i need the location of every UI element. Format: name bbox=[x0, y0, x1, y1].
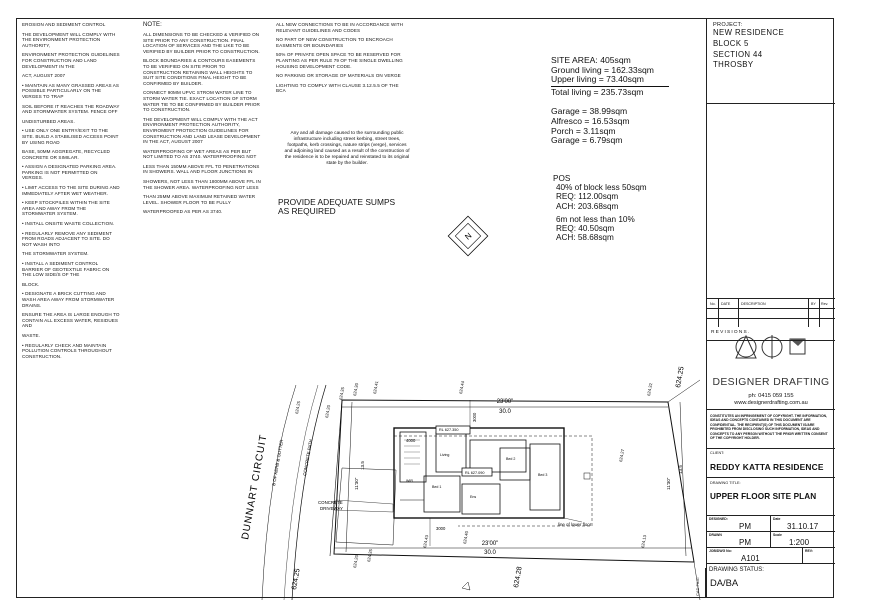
erosion-para: ACT, AUGUST 2007 bbox=[22, 73, 66, 79]
note-para: ALL DIMENSIONS TO BE CHECKED & VERIFIED ON SITE PRIOR TO ANY CONSTRUCTION. FINAL LOCATION OF SERVICES AND THE LIKE TO BE VERIFIED BY BUILDER PRIOR TO CONSTRUCTION. bbox=[143, 32, 260, 54]
note-para: CONNECT 90MM UPVC STROM WATER LINE TO STORM WATER TIE. EXACT LOCATION OF STORM WATER TIE TO BE CONFIRMED BY BUILDER PRIOR TO CONSTRUCTION. bbox=[143, 90, 260, 113]
client-name: REDDY KATTA RESIDENCE bbox=[710, 462, 824, 472]
client-label: CLIENT: bbox=[710, 451, 725, 455]
copyright-note: CONSTITUTES AN INFRINGEMENT OF COPYRIGHT. THE INFORMATION, IDEAS AND CONCEPTS CONTAINED IN THIS DOCUMENT ARE CONFIDENTIAL. THE RECIPIENT(S) OF THIS DOCUMENT IS/ARE PROHIBITED FROM DISCLOSING SUCH INFORMATION, IDEAS AND CONCEPTS TO ANY PERSON WITHOUT THE PRIOR WRITTEN CONSENT OF THE COPYRIGHT HOLDER. bbox=[710, 414, 828, 441]
setback-dimension: 4000 bbox=[406, 438, 416, 443]
title-block bbox=[706, 18, 834, 598]
date-cell bbox=[771, 516, 835, 532]
company-panel bbox=[707, 340, 835, 410]
drawing-title: UPPER FLOOR SITE PLAN bbox=[710, 492, 817, 501]
company-website: www.designerdrafting.com.au bbox=[734, 400, 808, 406]
erosion-para: • KEEP STOCKPILES WITHIN THE SITE AREA AND AWAY FROM THE STORMWATER SYSTEM. bbox=[22, 200, 110, 217]
erosion-para: ENSURE THE AREA IS LARGE ENOUGH TO CONTAIN ALL EXCESS WATER, RESIDUES AND bbox=[22, 312, 120, 329]
project-panel bbox=[707, 18, 835, 104]
project-line: SECTION 44 bbox=[713, 49, 763, 59]
sumps-line: AS REQUIRED bbox=[278, 206, 336, 217]
room-label: Bed 1 bbox=[432, 485, 442, 489]
spot-level: 624.41 bbox=[372, 380, 380, 395]
erosion-para: • REGULARLY REMOVE ANY SEDIMENT FROM ROADS ADJACENT TO SITE. DO NOT WASH INTO bbox=[22, 230, 112, 247]
rev-cell bbox=[803, 548, 835, 564]
top-dimension: 23'00" bbox=[496, 399, 514, 405]
street-name: DUNNART CIRCUIT bbox=[240, 433, 270, 541]
note-para: SHOWERS, NOT LESS THAN 1800MM ABOVE FFL IN THE SHOWER AREA. WATERPROOFING NOT LESS bbox=[143, 179, 261, 190]
right-dimension: 11'30" bbox=[666, 477, 671, 490]
erosion-para: • MAINTAIN AS MANY GRASSED AREAS AS POSSIBLE PARTICULARLY ON THE VERGES TO TRAP bbox=[22, 82, 120, 99]
erosion-para: BLOCK. bbox=[22, 281, 40, 287]
erosion-para: ENVIRONMENT PROTECTION GUIDELINES FOR CONSTRUCTION AND LAND DEVELOPMENT IN THE bbox=[22, 52, 120, 69]
spot-level: 624.25 bbox=[294, 400, 302, 415]
sumps-line: PROVIDE ADEQUATE SUMPS bbox=[278, 197, 396, 207]
ground-living: Ground living = 162.33sqm bbox=[551, 64, 654, 75]
connection-para: NO PARKING OR STORAGE OF MATERIALS ON VERGE bbox=[276, 73, 401, 79]
pos-line: 40% of block less 50sqm bbox=[556, 183, 647, 193]
room-label: Bed 2 bbox=[506, 457, 516, 461]
erosion-para: • LIMIT ACCESS TO THE SITE DURING AND IMMEDIATELY AFTER WET WEATHER. bbox=[22, 185, 120, 196]
project-line: BLOCK 5 bbox=[713, 38, 749, 48]
erosion-para: • DESIGNATE A BRICK CUTTING AND WASH AREA AWAY FROM STORMWATER DRAINS. bbox=[22, 291, 115, 308]
spot-level: 624.30 bbox=[352, 382, 360, 397]
lower-floor-label: line of lower floor bbox=[558, 522, 592, 527]
svg-text:N: N bbox=[463, 231, 474, 242]
drawn-label: DRAWN bbox=[709, 533, 722, 537]
note-para: WATERPROOFING OF WET AREAS AS PER BUT NOT LIMITED TO AS 3740. WATERPROOFING NOT bbox=[143, 148, 257, 160]
erosion-para: THE STORMWATER SYSTEM. bbox=[22, 251, 89, 257]
pos-line: ACH: 58.68sqm bbox=[556, 233, 614, 243]
project-line: NEW RESIDENCE bbox=[713, 28, 785, 37]
rev-label: REV: bbox=[805, 549, 813, 553]
job-label: JOB/DWG No: bbox=[709, 549, 732, 553]
garage-area: Garage = 38.99sqm bbox=[551, 106, 628, 117]
damage-note: Any and all damage caused to the surrounding public infrastructure including street kerbing, street trees, footpaths, kerb crossings, nature strips (verge), services and adjoining land caused as a result of the construction of the residence is to be repaired and reinstated to its original state by the builder. bbox=[284, 131, 410, 166]
spot-level: 624.27 bbox=[618, 448, 626, 463]
date-label: Date bbox=[773, 517, 781, 521]
rl-label: RL 627.350 bbox=[439, 428, 459, 432]
erosion-para: BASE, 50MM AGGREGATE, RECYCLED CONCRETE OR SIMILAR. bbox=[22, 149, 110, 160]
rev-col-no: No. bbox=[710, 302, 716, 306]
company-name: DESIGNER DRAFTING bbox=[712, 377, 830, 388]
room-label: Living bbox=[440, 453, 450, 457]
spot-level: 624.32 bbox=[646, 382, 654, 397]
pos-line: ACH: 203.68sqm bbox=[556, 201, 619, 211]
driveway-label: CONCRETE bbox=[318, 500, 343, 505]
spot-level: 624.35 bbox=[366, 548, 374, 563]
pos-line: REQ: 112.00sqm bbox=[556, 192, 619, 202]
status-cell bbox=[707, 564, 835, 598]
concrete-driveway bbox=[336, 468, 396, 545]
rl-label: RL 627.090 bbox=[465, 471, 485, 475]
garage-area-2: Garage = 6.79sqm bbox=[551, 135, 623, 146]
connection-para: NO PART OF NEW CONSTRUCTION TO ENCROACH EASMENTS OR BOUNDARIES bbox=[276, 37, 393, 48]
designed-value: PM bbox=[739, 522, 751, 531]
rev-col-date: DATE bbox=[721, 302, 731, 306]
drawn-cell bbox=[707, 532, 771, 548]
erosion-para: • USE ONLY ONE ENTRY/EXIT TO THE SITE. BUILD A STABILISED ACCESS POINT BY USING ROAD bbox=[22, 128, 119, 145]
drawing-info-grid bbox=[707, 516, 835, 598]
connection-para: LIGHTING TO COMPLY WITH CLAUSE 3.12.5.5 OF THE BCA bbox=[276, 82, 399, 94]
spot-level: 624.20 bbox=[352, 554, 360, 569]
pos-line: 6m not less than 10% bbox=[556, 214, 635, 224]
note-para: LESS THAN 150MM ABOVE FFL TO PENETRATIONS IN SHOWERS. WALL AND FLOOR JUNCTIONS IN bbox=[143, 163, 260, 175]
left-dimension-metric: 13.5 bbox=[360, 461, 365, 470]
erosion-para: • REGULARLY CHECK AND MAINTAIN POLLUTION CONTROLS THROUGHOUT CONSTRUCTION. bbox=[22, 342, 112, 359]
room-label: Bed 3 bbox=[538, 473, 548, 477]
job-cell bbox=[707, 548, 803, 564]
driveway-label: DRIVEWAY bbox=[320, 506, 343, 511]
erosion-para: WASTE. bbox=[22, 332, 41, 338]
room-label: WIR bbox=[406, 479, 413, 483]
erosion-para: • INSTALL ONSITE WASTE COLLECTION. bbox=[22, 221, 115, 227]
project-label: PROJECT: bbox=[713, 22, 743, 28]
pos-line: REQ: 40.50sqm bbox=[556, 224, 615, 234]
revision-table bbox=[707, 298, 835, 326]
drawn-value: PM bbox=[739, 538, 751, 547]
note-para: WATERPROOFED AS PER AS 3740. bbox=[143, 209, 223, 215]
room-label: Ens bbox=[470, 495, 477, 499]
path-label: CONCRETE PATH bbox=[302, 438, 314, 477]
designed-label: DESIGNED: bbox=[709, 517, 728, 521]
spot-level: 624.28 bbox=[513, 566, 524, 589]
total-living: Total living = 235.73sqm bbox=[551, 86, 644, 97]
revision-header-row bbox=[707, 299, 835, 309]
note-para: THE DEVELOPMENT WILL COMPLY WITH THE ACT ENVIRONMENT PROTECTION AUTHORITY, ENVIROMENT PROTECTION GUIDELINES FOR CONSTRUCTION AND LAND LEASE DEVELOPMENT IN THE ACT, AUGUST 2007 bbox=[143, 116, 261, 145]
erosion-para: • ASSIGN A DESIGNATED PARKING AREA. PARKING IS NOT PERMITTED ON VERGES. bbox=[22, 164, 117, 181]
erosion-para: THE DEVELOPMENT WILL COMPLY WITH THE ENVIRONMENT PROTECTION AUTHORITY, bbox=[22, 31, 116, 48]
site-area: SITE AREA: 405sqm bbox=[551, 55, 631, 65]
scale-value: 1:200 bbox=[789, 538, 810, 547]
spot-level: 624.13 bbox=[640, 534, 648, 549]
rev-col-rev: Rev. bbox=[821, 302, 829, 306]
erosion-heading: EROSION AND SEDIMENT CONTROL bbox=[22, 22, 106, 27]
spot-level: 624.43 bbox=[422, 534, 430, 549]
erosion-para: SOIL BEFORE IT REACHES THE ROADWAY AND STORMWATER SYSTEM. FENCE OFF bbox=[22, 103, 120, 115]
note-para: THAN 25MM ABOVE MAXIMUM RETAINED WATER LEVEL. SHOWER FLOOR TO BE FULLY bbox=[143, 194, 256, 205]
right-dimension-metric: 13.5 bbox=[678, 465, 683, 474]
erosion-para: UNDISTURBED AREAS. bbox=[22, 118, 75, 124]
rev-col-description: DESCRIPTION bbox=[741, 302, 766, 306]
client-panel bbox=[707, 448, 835, 478]
scale-label: Scale bbox=[773, 533, 782, 537]
spot-level: 624.20 bbox=[324, 404, 332, 419]
connection-para: ALL NEW CONNECTIONS TO BE IN ACCORDANCE WITH RELEVANT GUIDELINES AND CODES bbox=[276, 22, 404, 33]
porch-area: Porch = 3.11sqm bbox=[551, 125, 616, 136]
cad-file-label: CAD FILE: bbox=[695, 576, 700, 596]
bottom-dimension: 23'00" bbox=[481, 541, 499, 547]
spot-level: 624.44 bbox=[458, 380, 466, 395]
erosion-para: • INSTALL A SEDIMENT CONTROL BARRIER OF GEOTEXTILE FABRIC ON THE LOW SIDE/S OF THE bbox=[22, 261, 110, 278]
company-phone: ph: 0415 059 155 bbox=[748, 393, 794, 399]
connection-para: 50% OF PRIVATE OPEN SPACE TO BE RESERVED FOR PLANTING AS PER RULE 79 OF THE SINGLE DWELLING HOUSING DEVELOPMENT CODE. bbox=[276, 52, 403, 69]
drawing-title-label: DRAWING TITLE: bbox=[710, 481, 741, 485]
bottom-dimension-metric: 30.0 bbox=[484, 550, 496, 556]
spot-level: 624.40 bbox=[462, 530, 470, 545]
spot-level: 624.25 bbox=[675, 366, 686, 389]
drawing-title-panel bbox=[707, 478, 835, 516]
setback-dimension: 3000 bbox=[436, 526, 446, 531]
setback-dimension: 3000 bbox=[472, 412, 477, 422]
kerb-label: B OF KERB & GUTTER bbox=[271, 439, 285, 487]
date-value: 31.10.17 bbox=[787, 522, 819, 531]
rev-col-by: BY bbox=[811, 302, 816, 306]
note-heading: NOTE: bbox=[143, 22, 162, 28]
designed-cell bbox=[707, 516, 771, 532]
left-dimension: 11'30" bbox=[354, 477, 359, 490]
spot-level: 624.25 bbox=[291, 568, 302, 591]
project-line: THROSBY bbox=[713, 60, 754, 70]
north-arrow-icon bbox=[448, 216, 488, 256]
alfresco-area: Alfresco = 16.53sqm bbox=[551, 115, 630, 126]
status-label: DRAWING STATUS: bbox=[709, 567, 764, 573]
revisions-label: REVISIONS. bbox=[711, 330, 751, 335]
block-boundary bbox=[334, 400, 694, 562]
scale-cell bbox=[771, 532, 835, 548]
job-value: A101 bbox=[741, 554, 760, 563]
spot-level: 624.35 bbox=[338, 386, 346, 401]
pos-title: POS bbox=[553, 174, 571, 183]
top-dimension-metric: 30.0 bbox=[499, 409, 511, 415]
note-para: BLOCK BOUNDARIES & CONTOURS EASEMENTS TO BE VERIFIED ON SITE PRIOR TO CONSTRUCTION RETAINING WALL HEIGHTS TO SUIT SITE CONDITIONS FINAL HEIGHT TO BE CONFIRMED BY BUILDER. bbox=[143, 58, 256, 86]
status-value: DA/BA bbox=[710, 577, 739, 588]
upper-living: Upper living = 73.40sqm bbox=[551, 74, 644, 85]
